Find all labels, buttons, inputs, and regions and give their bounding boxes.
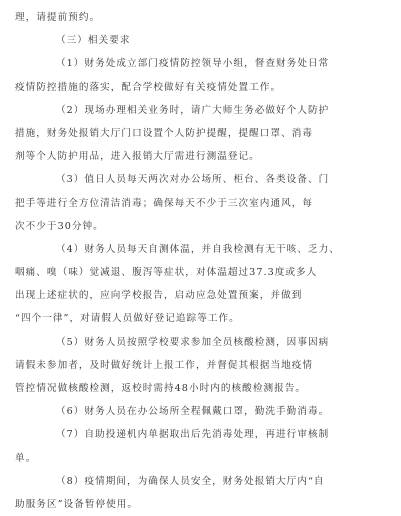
text-line-13: 出现上述症状的，应向学校报告，启动应急处置预案，并做到	[15, 290, 303, 302]
section-heading: （三）相关要求	[56, 35, 131, 47]
text-line-19: （7）自助投递机内单据取出后先消毒处理，再进行审核制	[56, 429, 330, 441]
text-line-6: 措施，财务处报销大厅门口设置个人防护提醒，提醒口罩、消毒	[15, 127, 314, 139]
text-line-9: 把手等进行全方位清洁消毒；确保每天不少于三次室内通风，每	[15, 197, 314, 209]
text-line-3: （1）财务处成立部门疫情防控领导小组，督查财务处日常	[56, 58, 330, 70]
text-line-11: （4）财务人员每天自测体温，并自我检测有无干咳、乏力、	[56, 243, 340, 255]
text-line-14: “四个一律”，对请假人员做好登记追踪等工作。	[15, 313, 240, 325]
text-line-17: 管控情况做核酸检测，返校时需持48小时内的核酸检测报告。	[15, 383, 307, 394]
text-line-16: 请假未参加者，及时做好统计上报工作，并督促其根据当地疫情	[15, 359, 314, 371]
text-line-5: （2）现场办理相关业务时，请广大师生务必做好个人防护	[56, 104, 330, 116]
text-line-1: 理，请提前预约。	[15, 12, 101, 23]
text-line-20: 单。	[15, 452, 37, 464]
text-line-22: 助服务区”设备暂停使用。	[15, 498, 139, 510]
text-line-12: 咽痛、嗅（味）觉减退、腹泻等症状，对体温超过37.3度或多人	[15, 267, 318, 279]
text-line-21: （8）疫情期间，为确保人员安全，财务处报销大厅内“自	[56, 475, 325, 487]
text-line-10: 次不少于30分钟。	[15, 220, 104, 232]
text-line-15: （5）财务人员按照学校要求参加全员核酸检测，因事因病	[56, 336, 330, 348]
text-line-7: 剂等个人防护用品，进入报销大厅需进行测温登记。	[15, 151, 260, 163]
text-line-4: 疫情防控措施的落实，配合学校做好有关疫情处置工作。	[15, 81, 282, 93]
text-line-8: （3）值日人员每天两次对办公场所、柜台、各类设备、门	[56, 174, 330, 186]
text-line-18: （6）财务人员在办公场所全程佩戴口罩，勤洗手勤消毒。	[56, 406, 330, 418]
